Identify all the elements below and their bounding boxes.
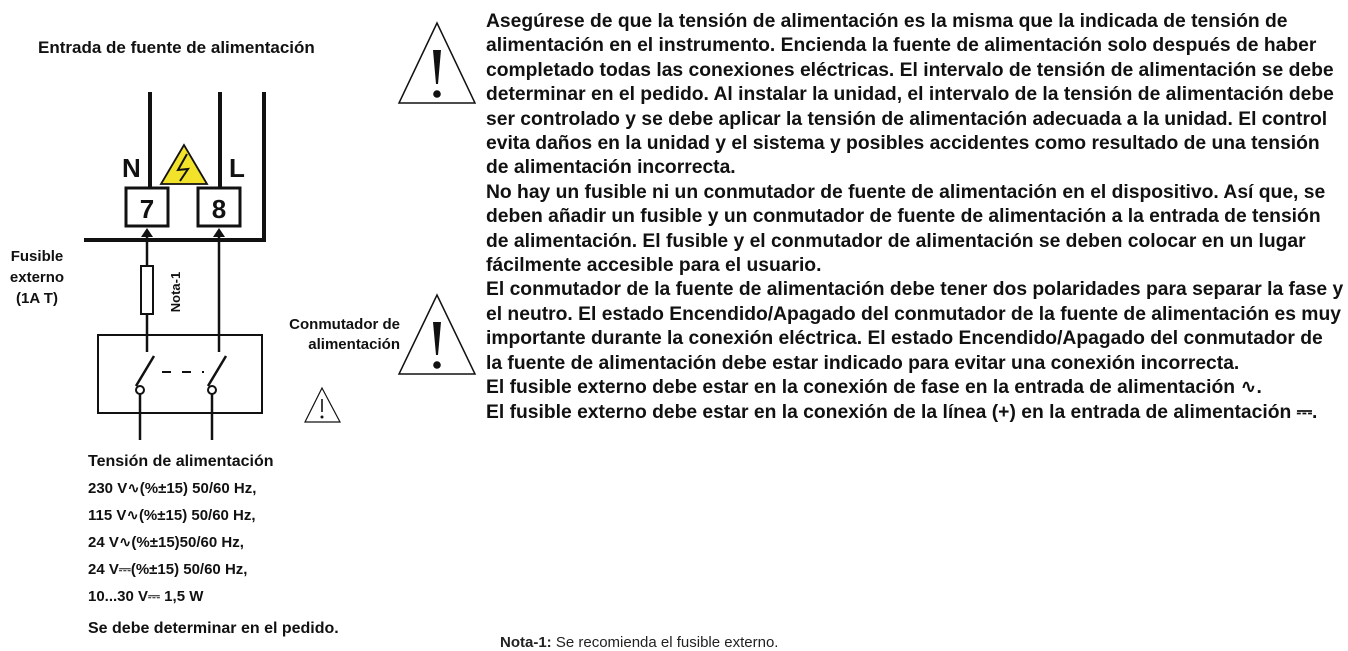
instructions-text <box>486 10 1344 425</box>
instruction-paragraph: El fusible externo debe estar en la conexión de fase en la entrada de alimentación ∿. <box>486 377 1262 399</box>
supply-line: 24 V⎓(%±15) 50/60 Hz, <box>88 561 248 578</box>
supply-line: 230 V∿(%±15) 50/60 Hz, <box>88 480 257 497</box>
footnote-label: Nota-1: <box>500 634 552 651</box>
terminal-n-letter: N <box>122 153 141 183</box>
instruction-paragraph: Asegúrese de que la tensión de alimentación es la misma que la indicada de tensión de alimentación en el instrumento. Encienda la fuente de alimentación solo después de haber completado todas las conexiones eléctricas. El intervalo de tensión de alimentación se debe determinar en el pedido. Al instalar la unidad, el intervalo de la tensión de alimentación debe ser controlado y se debe aplicar la tensión de alimentación adecuada a la unidad. El control evita daños en la unidad y el sistema y posibles accidentes como resultado de una tensión de alimentación incorrecta. <box>486 11 1334 179</box>
arrow-terminal-7 <box>141 228 153 237</box>
supply-line: 115 V∿(%±15) 50/60 Hz, <box>88 507 256 524</box>
terminal-l-letter: L <box>229 153 245 183</box>
fuse-symbol <box>141 266 153 314</box>
instruction-paragraph: No hay un fusible ni un conmutador de fuente de alimentación en el dispositivo. Así que, se deben añadir un fusible y un conmutador de fuente de alimentación a la entrada de tensión de alimentación. El fusible y el conmutador de alimentación se deben colocar en un lugar fácilmente accesible para el usuario. <box>486 181 1326 277</box>
diagram-title: Entrada de fuente de alimentación <box>38 38 315 57</box>
fuse-note-tag: Nota-1 <box>168 271 183 313</box>
instruction-paragraph: El conmutador de la fuente de alimentación debe tener dos polaridades para separar la fase y el neutro. El estado Encendido/Apagado del conmutador de la fuente de alimentación es muy importante durante la conexión eléctrica. El estado Encendido/Apagado del conmutador de la fuente de alimentación debe estar indicado para evitar una conexión incorrecta. <box>486 279 1344 374</box>
warning-triangle-icon <box>399 23 475 103</box>
footnote-text: Se recomienda el fusible externo. <box>551 634 779 651</box>
order-note: Se debe determinar en el pedido. <box>88 620 339 637</box>
terminal-7-number: 7 <box>139 194 155 224</box>
switch-label: Conmutador de alimentación <box>289 316 400 353</box>
supply-voltage-title: Tensión de alimentación <box>88 453 274 470</box>
switch-box <box>98 335 262 413</box>
footnote <box>500 634 778 651</box>
terminal-8-number: 8 <box>211 194 227 224</box>
supply-line: 24 V∿(%±15)50/60 Hz, <box>88 534 244 551</box>
instruction-paragraph: El fusible externo debe estar en la conexión de la línea (+) en la entrada de alimentación ⎓. <box>486 401 1318 423</box>
high-voltage-icon <box>161 145 207 184</box>
warning-triangle-icon <box>399 295 475 374</box>
caution-triangle-icon <box>305 388 340 422</box>
supply-voltage-block <box>88 448 274 610</box>
arrow-terminal-8 <box>213 228 225 237</box>
supply-line: 10...30 V⎓ 1,5 W <box>88 588 204 605</box>
fuse-label: Fusible externo (1A T) <box>9 248 65 307</box>
